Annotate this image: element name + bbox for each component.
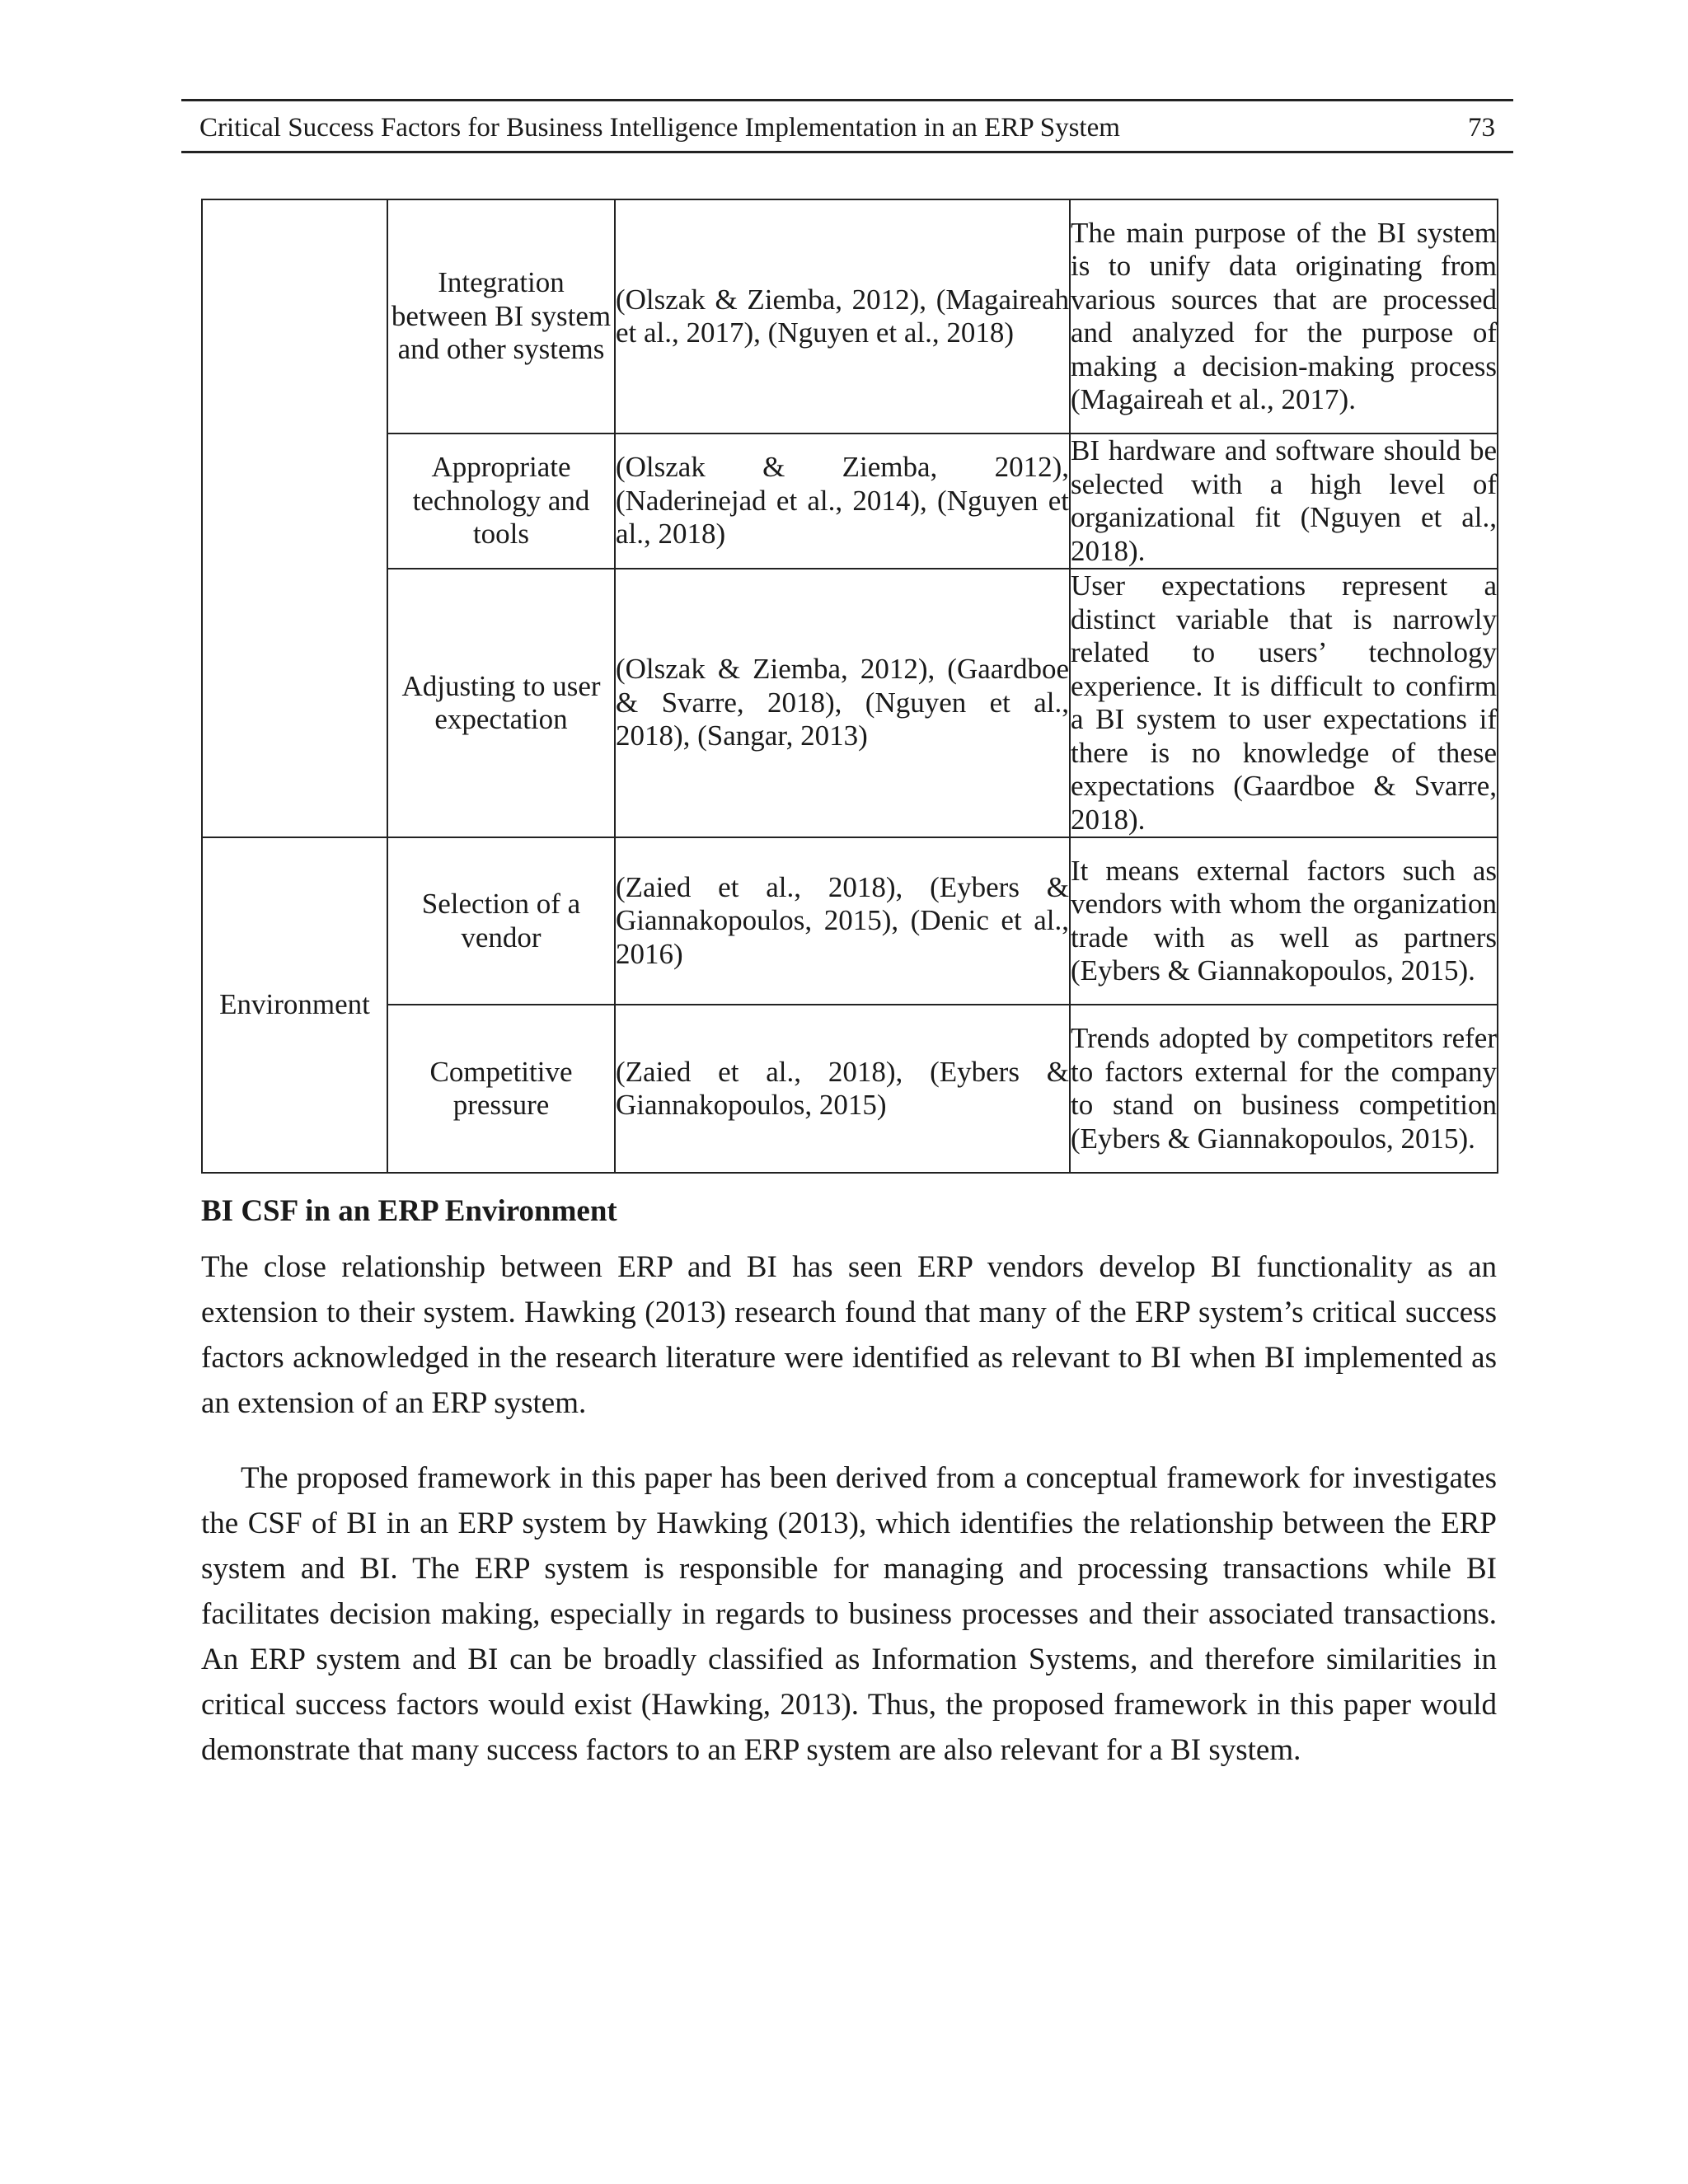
table-row (202, 837, 1498, 1005)
table-row (202, 569, 1498, 837)
csf-table (201, 199, 1498, 1174)
references-cell: (Olszak & Ziemba, 2012), (Gaardboe & Svarre, 2018), (Nguyen et al., 2018), (Sangar, 2013) (615, 569, 1070, 837)
description-cell: Trends adopted by competitors refer to factors external for the company to stand on business competition (Eybers & Giannakopoulos, 2015). (1070, 1005, 1498, 1173)
references-cell: (Zaied et al., 2018), (Eybers & Giannakopoulos, 2015), (Denic et al., 2016) (615, 837, 1070, 1005)
description-cell: It means external factors such as vendors with whom the organization trade with as well as partners (Eybers & Giannakopoulos, 2015). (1070, 837, 1498, 1005)
table-row (202, 434, 1498, 569)
factor-cell: Appropriate technology and tools (387, 434, 615, 569)
category-cell: Environment (202, 837, 387, 1173)
table-row (202, 199, 1498, 434)
references-cell: (Olszak & Ziemba, 2012), (Naderinejad et al., 2014), (Nguyen et al., 2018) (615, 434, 1070, 569)
factor-cell: Adjusting to user expectation (387, 569, 615, 837)
factor-cell: Competitive pressure (387, 1005, 615, 1173)
description-cell: BI hardware and software should be selected with a high level of organizational fit (Nguyen et al., 2018). (1070, 434, 1498, 569)
body-paragraph: The proposed framework in this paper has been derived from a conceptual framework for investigates the CSF of BI in an ERP system by Hawking (2013), which identifies the relationship between the ERP system and BI. The ERP system is responsible for managing and processing transactions while BI facilitates decision making, especially in regards to business processes and their associated transactions. An ERP system and BI can be broadly classified as Information Systems, and therefore similarities in critical success factors would exist (Hawking, 2013). Thus, the proposed framework in this paper would demonstrate that many success factors to an ERP system are also relevant for a BI system. (201, 1461, 1497, 1767)
factor-cell: Selection of a vendor (387, 837, 615, 1005)
description-cell: The main purpose of the BI system is to unify data originating from various sources that are processed and analyzed for the purpose of making a decision-making process (Magaireah et al., 2017). (1070, 199, 1498, 434)
references-cell: (Zaied et al., 2018), (Eybers & Giannakopoulos, 2015) (615, 1005, 1070, 1173)
table-row (202, 1005, 1498, 1173)
section-heading: BI CSF in an ERP Environment (201, 1194, 617, 1228)
body-paragraph: The close relationship between ERP and BI has seen ERP vendors develop BI functionality as an extension to their system. Hawking (2013) research found that many of the ERP system’s critical success factors acknowledged in the research literature were identified as relevant to BI when BI implemented as an extension of an ERP system. (201, 1250, 1497, 1420)
running-header-title: Critical Success Factors for Business Intelligence Implementation in an ERP System (199, 113, 1120, 143)
page-number: 73 (1468, 113, 1495, 143)
factor-cell: Integration between BI system and other systems (387, 199, 615, 434)
references-cell: (Olszak & Ziemba, 2012), (Magaireah et al., 2017), (Nguyen et al., 2018) (615, 199, 1070, 434)
running-header (181, 99, 1513, 153)
category-cell-empty (202, 199, 387, 837)
description-cell: User expectations represent a distinct variable that is narrowly related to users’ technology experience. It is difficult to confirm a BI system to user expectations if there is no knowledge of these expectations (Gaardboe & Svarre, 2018). (1070, 569, 1498, 837)
